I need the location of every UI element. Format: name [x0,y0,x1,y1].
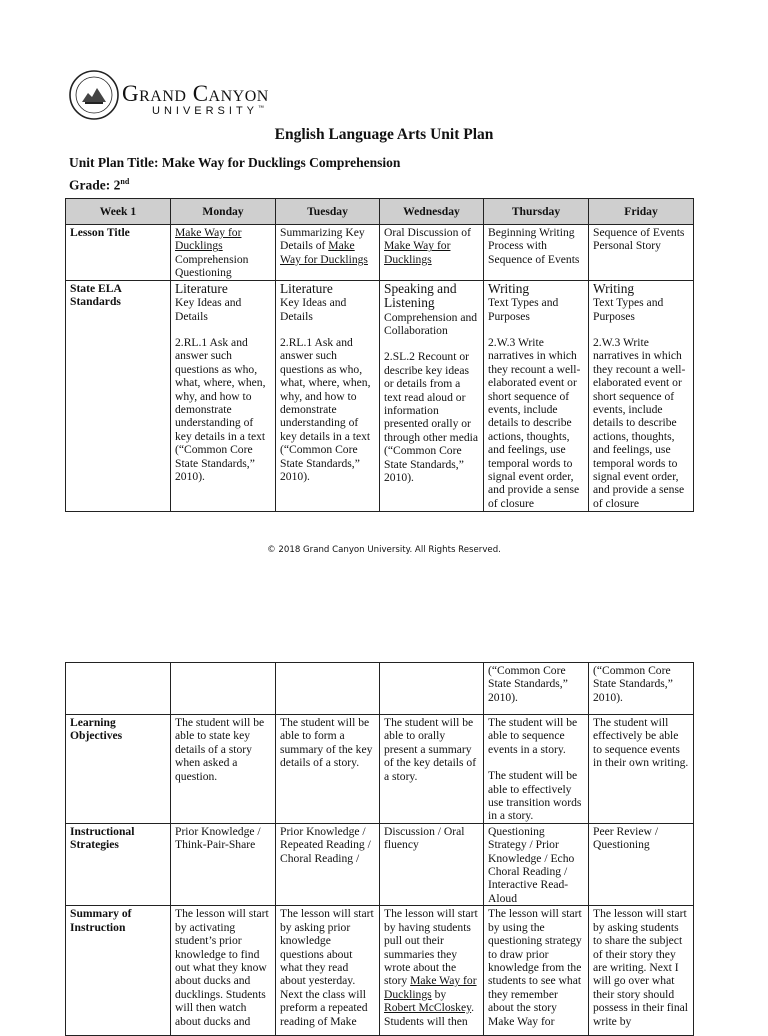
empty-cell [66,663,171,715]
book-title-link[interactable]: Make Way for Ducklings [384,239,451,266]
row-label-summary: Summary of Instruction [66,906,171,1036]
standards-row [66,280,694,511]
book-title-link[interactable]: Make Way for Ducklings [175,226,242,253]
summary-wednesday: The lesson will start by having students pull out their summaries they wrote about the story Make Way for Ducklings by Robert McCloskey. Students will then [380,906,484,1036]
author-link[interactable]: Robert McCloskey [384,1001,472,1015]
summary-friday: The lesson will start by asking students to share the subject of their story they are writing. Next I will go over what their story should possess in their final write by [589,906,694,1036]
row-label-standards: State ELA Standards [66,280,171,511]
empty-cell [380,663,484,715]
objective-tuesday: The student will be able to form a summary of the key details of a story. [276,715,380,824]
objective-thursday: The student will be able to sequence events in a story. The student will be able to effectively use transition words in a story. [484,715,589,824]
objective-monday: The student will be able to state key details of a story when asked a question. [171,715,276,824]
lesson-title-tuesday: Summarizing Key Details of Make Way for Ducklings [276,225,380,281]
lesson-title-wednesday: Oral Discussion of Make Way for Ducklings [380,225,484,281]
unit-plan-table-continued [65,662,694,1036]
header-monday: Monday [171,199,276,225]
standards-monday: Literature Key Ideas and Details 2.RL.1 Ask and answer such questions as who, what, where, when, why, and how to demonstrate understanding of key details in a text (“Common Core State Standards,” 2010). [171,280,276,511]
document-title: English Language Arts Unit Plan [274,126,494,143]
lesson-title-row [66,225,694,281]
header-thursday: Thursday [484,199,589,225]
objectives-row [66,715,694,824]
header-friday: Friday [589,199,694,225]
lesson-title-thursday: Beginning Writing Process with Sequence of Events [484,225,589,281]
summary-row [66,906,694,1036]
standards-friday: Writing Text Types and Purposes 2.W.3 Write narratives in which they recount a well-elaborated event or short sequence of events, include details to describe actions, thoughts, and feelings, use temporal words to signal event order, and provide a sense of closure [589,280,694,511]
summary-tuesday: The lesson will start by asking prior knowledge questions about what they read about yesterday. Next the class will preform a repeated reading of Make [276,906,380,1036]
standards-continued-friday: (“Common Core State Standards,” 2010). [589,663,694,715]
objective-wednesday: The student will be able to orally present a summary of the key details of a story. [380,715,484,824]
row-label-strategies: Instructional Strategies [66,823,171,905]
logo-name: Grand Canyon [122,81,269,106]
university-seal-icon [68,69,120,121]
unit-plan-title: Unit Plan Title: Make Way for Ducklings Comprehension [69,155,401,170]
strategy-tuesday: Prior Knowledge / Repeated Reading / Choral Reading / [276,823,380,905]
book-title-link[interactable]: Make Way for Ducklings [280,239,368,266]
empty-cell [276,663,380,715]
summary-thursday: The lesson will start by using the questioning strategy to draw prior knowledge from the students to see what they remember about the story Make Way for [484,906,589,1036]
strategy-wednesday: Discussion / Oral fluency [380,823,484,905]
standards-continued-row [66,663,694,715]
gcu-logo [68,69,298,127]
strategy-friday: Peer Review / Questioning [589,823,694,905]
standards-thursday: Writing Text Types and Purposes 2.W.3 Write narratives in which they recount a well-elaborated event or short sequence of events, include details to describe actions, thoughts, and feelings, use temporal words to signal event order, and provide a sense of closure [484,280,589,511]
logo-university: UNIVERSITY™ [152,105,269,117]
row-label-objectives: Learning Objectives [66,715,171,824]
strategy-monday: Prior Knowledge / Think-Pair-Share [171,823,276,905]
standards-wednesday: Speaking and Listening Comprehension and Collaboration 2.SL.2 Recount or describe key ideas or details from a text read aloud or information presented orally or through other media (“Common Core State Standards,” 2010). [380,280,484,511]
lesson-title-monday: Make Way for Ducklings Comprehension Questioning [171,225,276,281]
lesson-title-friday: Sequence of Events Personal Story [589,225,694,281]
unit-plan-table-week1 [65,198,694,512]
empty-cell [171,663,276,715]
summary-monday: The lesson will start by activating student’s prior knowledge to find out what they know about ducks and ducklings. Students will then watch about ducks and [171,906,276,1036]
strategies-row [66,823,694,905]
standards-tuesday: Literature Key Ideas and Details 2.RL.1 Ask and answer such questions as who, what, where, when, why, and how to demonstrate understanding of key details in a text (“Common Core State Standards,” 2010). [276,280,380,511]
objective-friday: The student will effectively be able to sequence events in their own writing. [589,715,694,824]
header-wednesday: Wednesday [380,199,484,225]
copyright-footer: © 2018 Grand Canyon University. All Rights Reserved. [267,545,501,555]
header-week: Week 1 [66,199,171,225]
strategy-thursday: Questioning Strategy / Prior Knowledge / Echo Choral Reading / Interactive Read-Aloud [484,823,589,905]
grade-line: Grade: 2nd [69,177,130,193]
header-tuesday: Tuesday [276,199,380,225]
standards-continued-thursday: (“Common Core State Standards,” 2010). [484,663,589,715]
table-header-row [66,199,694,225]
row-label-lesson-title: Lesson Title [66,225,171,281]
book-title-link[interactable]: Make Way for Ducklings [384,974,477,1001]
